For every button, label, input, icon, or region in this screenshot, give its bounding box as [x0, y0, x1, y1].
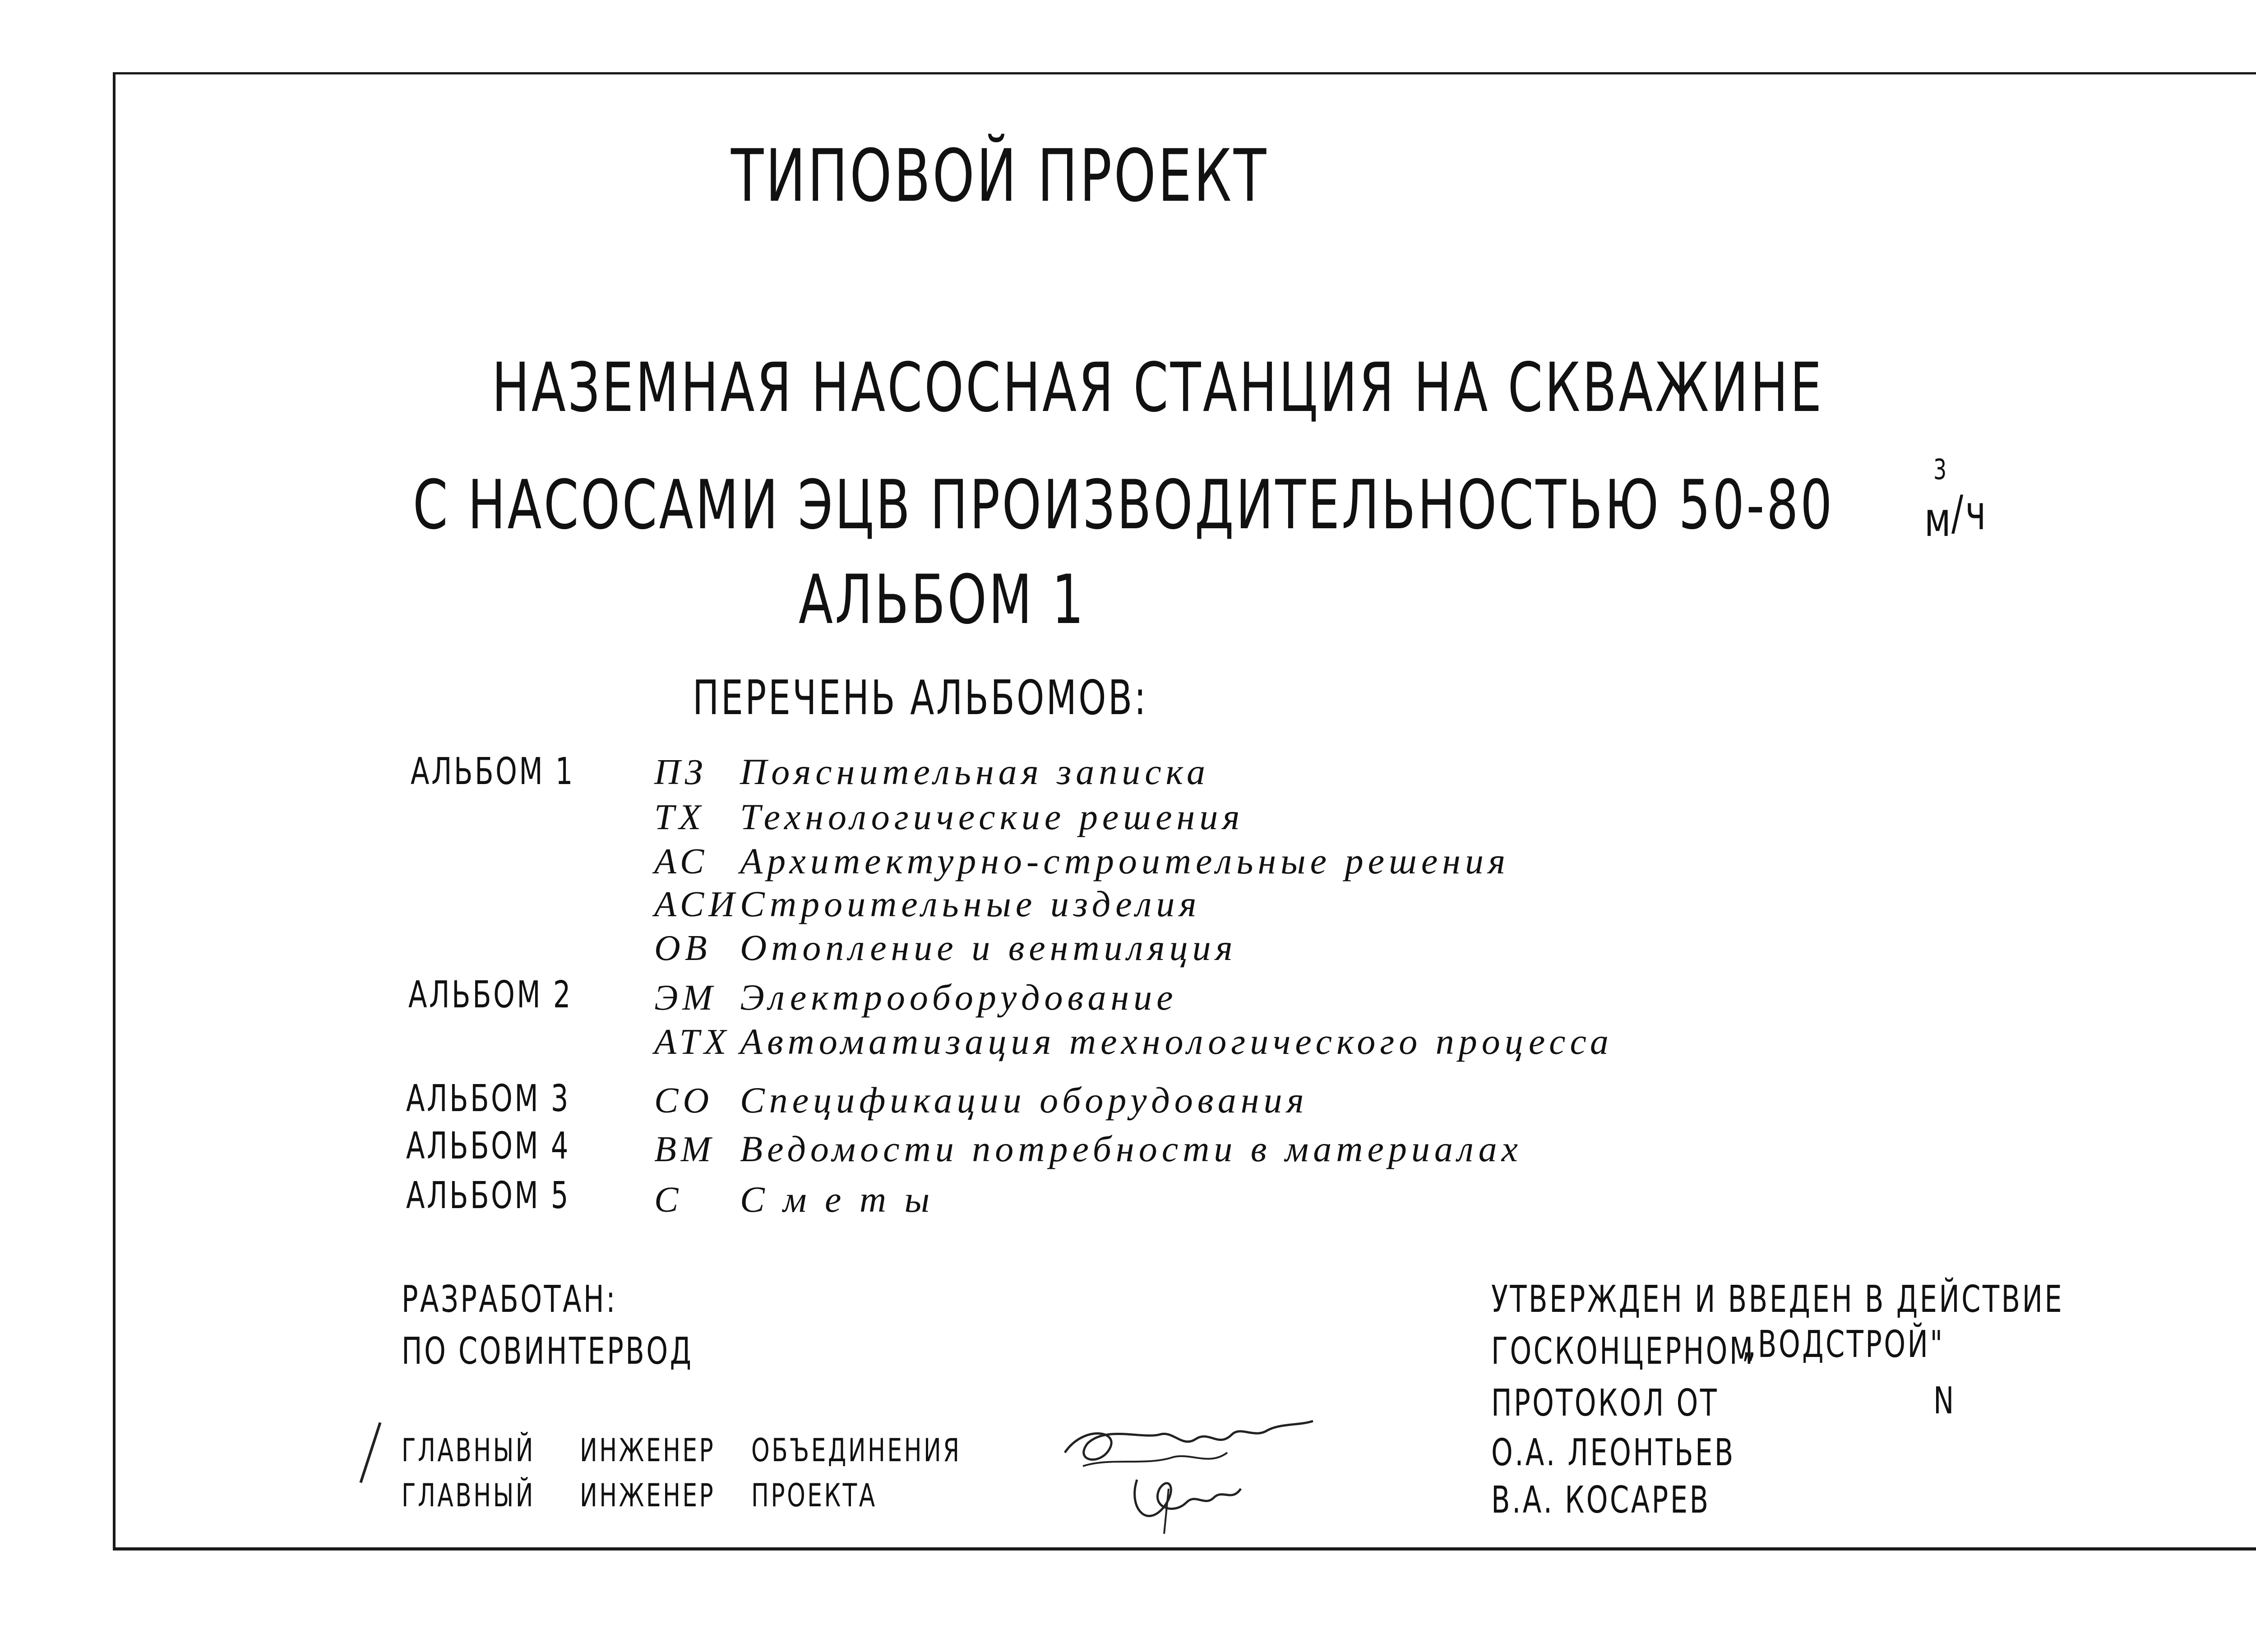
- album-code: ПЗ: [654, 752, 707, 792]
- album-label: АЛЬБОМ 2: [408, 974, 573, 1016]
- approved-line-1: УТВЕРЖДЕН И ВВЕДЕН В ДЕЙСТВИЕ: [1491, 1278, 2064, 1321]
- document-heading: ТИПОВОЙ ПРОЕКТ: [731, 134, 1268, 218]
- unit-superscript: 3: [1933, 453, 1949, 486]
- album-title: АЛЬБОМ 1: [799, 561, 1086, 639]
- role1-word1: ГЛАВНЫЙ: [402, 1432, 535, 1469]
- role1-word3: ОБЪЕДИНЕНИЯ: [751, 1432, 962, 1469]
- signature-scribble: [1056, 1398, 1318, 1543]
- role2-word2: ИНЖЕНЕР: [580, 1477, 716, 1514]
- album-label: АЛЬБОМ 3: [406, 1077, 570, 1120]
- protocol-number: N: [1933, 1380, 1956, 1422]
- role2-word1: ГЛАВНЫЙ: [402, 1477, 535, 1514]
- album-label: АЛЬБОМ 5: [406, 1174, 570, 1217]
- title-line-2: С НАСОСАМИ ЭЦВ ПРОИЗВОДИТЕЛЬНОСТЬЮ 50-80: [413, 466, 1835, 545]
- signer-2: В.А. КОСАРЕВ: [1491, 1479, 1710, 1522]
- album-item-text: Электрооборудование: [740, 977, 1178, 1018]
- protocol-label: ПРОТОКОЛ ОТ: [1491, 1382, 1719, 1425]
- approved-org: „ВОДСТРОЙ": [1742, 1323, 1945, 1366]
- album-code: ТХ: [654, 798, 706, 837]
- developed-label: РАЗРАБОТАН:: [402, 1278, 617, 1321]
- unit-m: м: [1924, 492, 1953, 547]
- album-code: АСИ: [654, 885, 740, 924]
- album-code: АТХ: [654, 1022, 731, 1062]
- album-item-text: Отопление и вентиляция: [740, 927, 1237, 968]
- album-code: С: [654, 1180, 683, 1220]
- list-heading: ПЕРЕЧЕНЬ АЛЬБОМОВ:: [693, 670, 1148, 725]
- signer-1: О.А. ЛЕОНТЬЕВ: [1491, 1431, 1735, 1474]
- title-line-1: НАЗЕМНАЯ НАСОСНАЯ СТАНЦИЯ НА СКВАЖИНЕ: [492, 349, 1824, 427]
- album-item-text: С м е т ы: [740, 1179, 934, 1220]
- album-item-text: Технологические решения: [740, 796, 1244, 837]
- album-item-text: Строительные изделия: [740, 883, 1201, 924]
- approved-line-2-prefix: ГОСКОНЦЕРНОМ: [1491, 1330, 1755, 1373]
- album-item-text: Ведомости потребности в материалах: [740, 1128, 1522, 1169]
- role2-word3: ПРОЕКТА: [751, 1477, 877, 1514]
- album-label: АЛЬБОМ 1: [411, 750, 575, 793]
- album-item-text: Архитектурно-строительные решения: [740, 840, 1510, 881]
- album-item-text: Пояснительная записка: [740, 751, 1210, 792]
- album-label: АЛЬБОМ 4: [406, 1125, 570, 1167]
- album-code: АС: [654, 842, 709, 881]
- album-code: ЭМ: [654, 978, 717, 1018]
- developed-by: ПО СОВИНТЕРВОД: [402, 1330, 693, 1373]
- album-item-text: Автоматизация технологического процесса: [740, 1021, 1613, 1062]
- role1-word2: ИНЖЕНЕР: [580, 1432, 716, 1469]
- album-item-text: Спецификации оборудования: [740, 1080, 1308, 1121]
- album-code: СО: [654, 1081, 714, 1121]
- unit-per-hour: /ч: [1951, 485, 1988, 540]
- album-code: ВМ: [654, 1130, 716, 1169]
- album-code: ОВ: [654, 928, 712, 968]
